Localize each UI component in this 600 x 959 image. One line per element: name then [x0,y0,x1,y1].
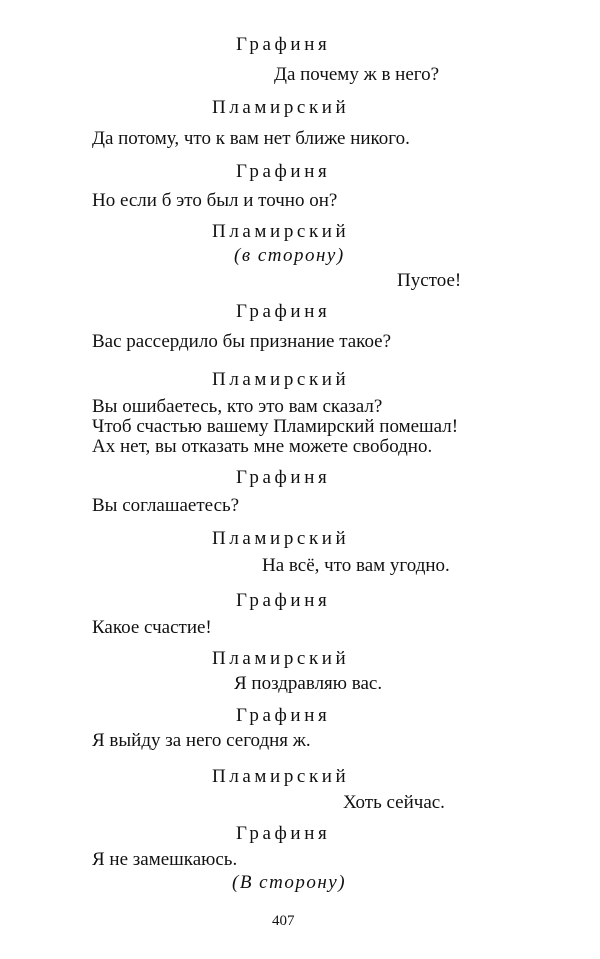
speaker-plamirsky: Пламирский [212,221,350,242]
dialogue-line: Я выйду за него сегодня ж. [92,730,311,751]
dialogue-line: Чтоб счастью вашему Пламирский помешал! [92,416,459,437]
dialogue-line: Вас рассердило бы признание такое? [92,331,392,352]
speaker-countess: Графиня [236,467,331,488]
dialogue-line: Да почему ж в него? [274,64,440,85]
dialogue-line: Вы ошибаетесь, кто это вам сказал? [92,396,383,417]
stage-direction: (в сторону) [234,245,345,266]
dialogue-line: Я не замешкаюсь. [92,849,238,870]
page-number: 407 [272,913,295,929]
speaker-countess: Графиня [236,34,331,55]
speaker-plamirsky: Пламирский [212,528,350,549]
speaker-countess: Графиня [236,161,331,182]
dialogue-line: Я поздравляю вас. [234,673,383,694]
dialogue-line: Да потому, что к вам нет ближе никого. [92,128,410,149]
stage-direction: (В сторону) [232,872,347,893]
speaker-countess: Графиня [236,705,331,726]
dialogue-line: Пустое! [397,270,462,291]
dialogue-line: Хоть сейчас. [343,792,445,813]
speaker-plamirsky: Пламирский [212,369,350,390]
speaker-plamirsky: Пламирский [212,97,350,118]
speaker-plamirsky: Пламирский [212,766,350,787]
speaker-countess: Графиня [236,590,331,611]
dialogue-line: Ах нет, вы отказать мне можете свободно. [92,436,433,457]
dialogue-line: Но если б это был и точно он? [92,190,338,211]
speaker-countess: Графиня [236,301,331,322]
speaker-plamirsky: Пламирский [212,648,350,669]
dialogue-line: Вы соглашаетесь? [92,495,240,516]
speaker-countess: Графиня [236,823,331,844]
dialogue-line: На всё, что вам угодно. [262,555,450,576]
dialogue-line: Какое счастие! [92,617,212,638]
